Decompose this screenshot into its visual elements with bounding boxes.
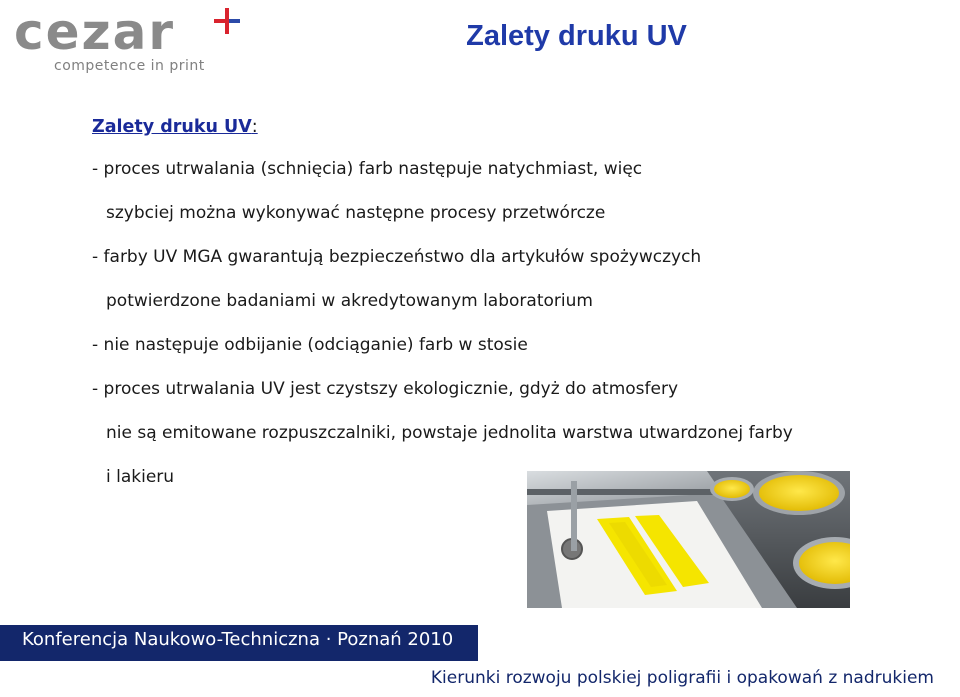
text-line: i lakieru — [106, 467, 175, 487]
printing-press-photo — [527, 471, 850, 608]
text-line: - nie następuje odbijanie (odciąganie) farb w stosie — [92, 335, 528, 355]
text-line: szybciej można wykonywać następne procesy przetwórcze — [106, 203, 606, 223]
content-heading — [92, 117, 902, 137]
text-line: - proces utrwalania UV jest czystszy ekologicznie, gdyż do atmosfery — [92, 379, 679, 399]
logo-tagline: competence in print — [54, 58, 205, 74]
content-body — [92, 117, 902, 511]
heading-colon: : — [251, 117, 258, 137]
text-line: potwierdzone badaniami w akredytowanym laboratorium — [106, 291, 593, 311]
text-line: - proces utrwalania (schnięcia) farb następuje natychmiast, więc — [92, 159, 643, 179]
heading-text: Zalety druku UV — [92, 117, 252, 137]
text-line: - farby UV MGA gwarantują bezpieczeństwo dla artykułów spożywczych — [92, 247, 702, 267]
footer-subtitle: Kierunki rozwoju polskiej poligrafii i opakowań z nadrukiem — [430, 668, 934, 688]
slide-title: Zalety druku UV — [466, 20, 687, 52]
footer-conference-title: Konferencja Naukowo-Techniczna · Poznań 2010 — [22, 629, 454, 650]
text-line: nie są emitowane rozpuszczalniki, powstaje jednolita warstwa utwardzonej farby — [106, 423, 793, 443]
logo-wordmark: cezar — [14, 3, 176, 61]
printing-press-image — [527, 471, 850, 608]
